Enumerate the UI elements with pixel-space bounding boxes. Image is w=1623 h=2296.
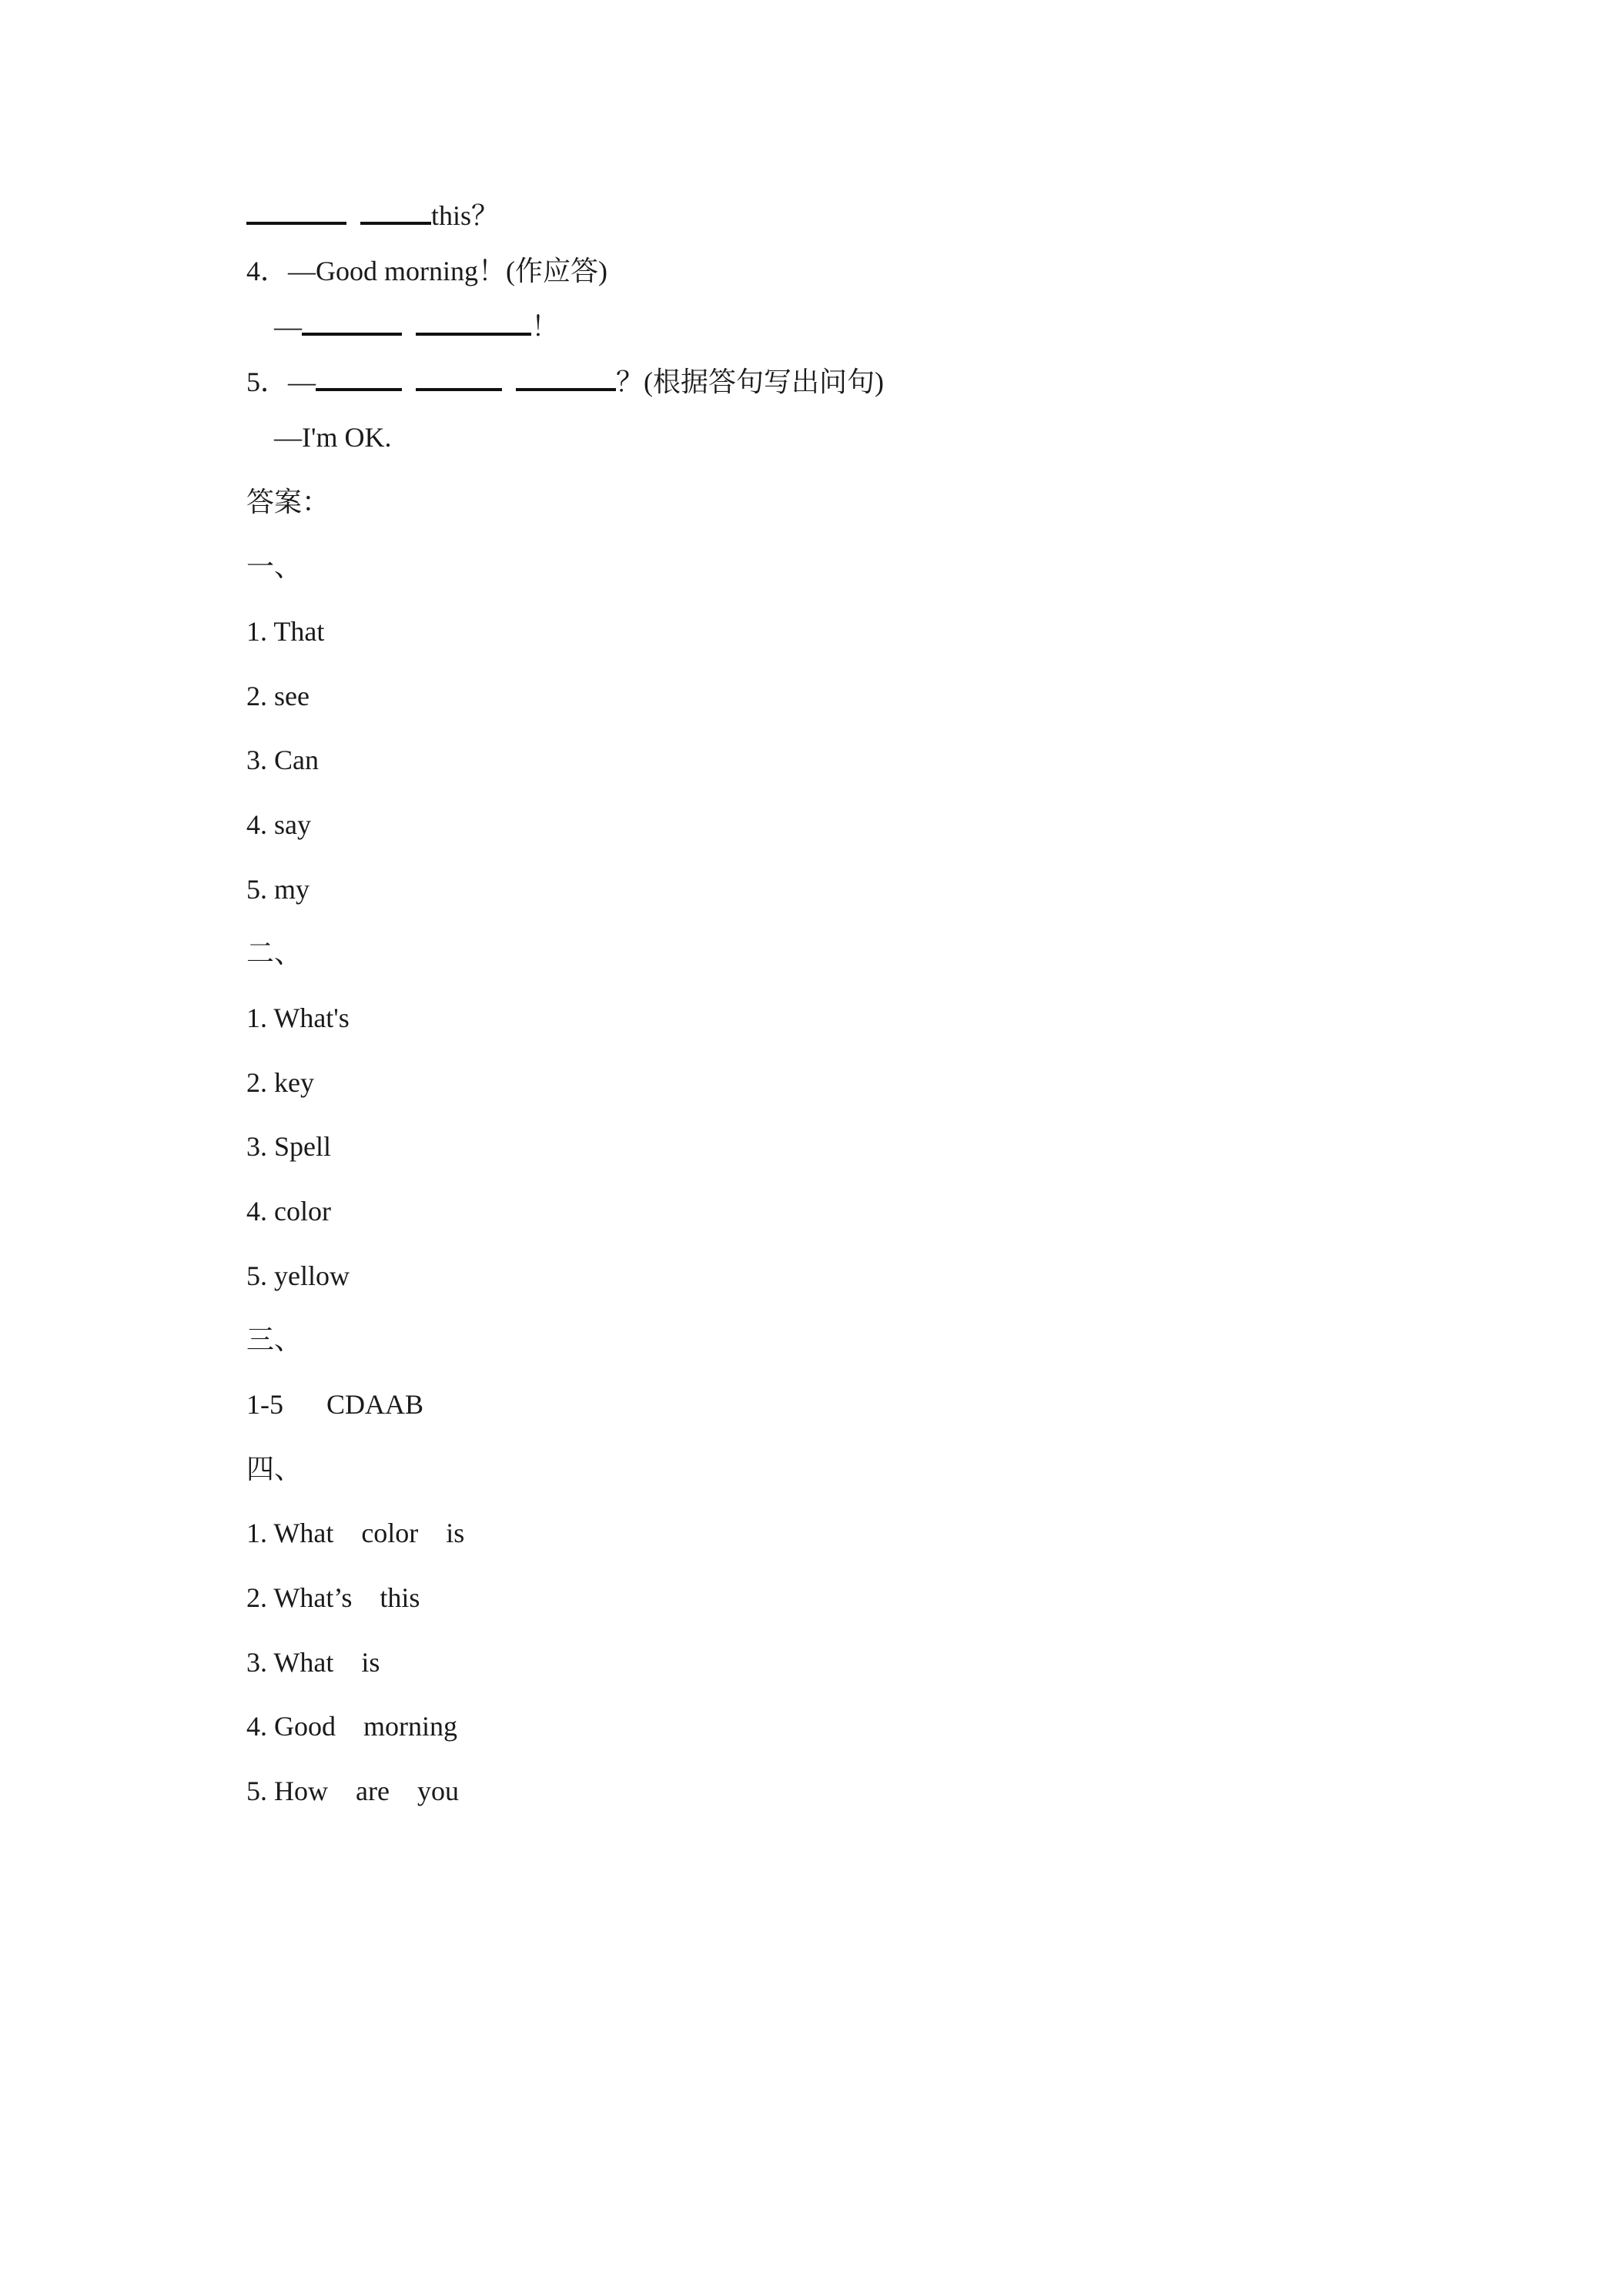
answer-item: 3. Can [246, 745, 319, 775]
answer-item: 4. color [246, 1196, 331, 1227]
answer-blank[interactable] [516, 365, 616, 391]
section-4-heading: 四、 [246, 1454, 303, 1484]
answer-word: you [417, 1776, 459, 1806]
question-5-end: ？(根据答句写出问句) [616, 366, 884, 397]
answer-number: 4. [246, 1711, 267, 1742]
answer-item [246, 1645, 380, 1679]
answer-blank[interactable] [302, 310, 402, 336]
answer-item: 1. That [246, 616, 325, 647]
answer-value: CDAAB [326, 1389, 424, 1420]
answer-item: 2. key [246, 1067, 314, 1098]
answer-blank[interactable] [416, 310, 531, 336]
answer-word: are [356, 1776, 390, 1806]
answer-word: How [274, 1776, 328, 1806]
answer-word: this [380, 1582, 420, 1613]
question-4-end: ！ [531, 311, 560, 342]
answer-blank[interactable] [316, 365, 402, 391]
answer-item [246, 1709, 457, 1743]
answer-word: Good [274, 1711, 336, 1742]
answer-blank[interactable] [360, 199, 431, 225]
answer-word: What’s [273, 1582, 353, 1613]
answer-item [246, 1774, 459, 1808]
question-3-tail: this？ [431, 200, 500, 231]
question-5-answer: —I'm OK. [274, 422, 392, 453]
answer-item: 4. say [246, 809, 311, 840]
section-3-heading: 三、 [246, 1324, 303, 1355]
answer-blank[interactable] [246, 199, 346, 225]
answer-number: 5. [246, 1776, 267, 1806]
answer-word: morning [363, 1711, 457, 1742]
answer-item: 1. What's [246, 1002, 350, 1033]
answer-range: 1-5 [246, 1389, 283, 1420]
answer-number: 3. [246, 1647, 267, 1678]
answer-word: What [273, 1647, 334, 1678]
question-4-response-line [274, 310, 559, 343]
question-5-prompt-line [246, 365, 884, 399]
answer-word: is [361, 1647, 380, 1678]
dash: — [274, 311, 302, 342]
question-3-line [246, 199, 499, 233]
answer-word: What [273, 1518, 334, 1548]
answer-item: 5. yellow [246, 1260, 350, 1291]
answer-number: 2. [246, 1582, 267, 1613]
question-5-label: 5．— [246, 366, 316, 397]
answer-item [246, 1581, 420, 1615]
answer-word: color [361, 1518, 419, 1548]
answer-item: 2. see [246, 681, 310, 711]
answer-item [246, 1387, 423, 1421]
answer-word: is [446, 1518, 465, 1548]
answers-title: 答案： [246, 487, 330, 517]
answer-item [246, 1516, 464, 1550]
section-2-heading: 二、 [246, 938, 303, 969]
answer-item: 5. my [246, 874, 310, 905]
answer-item: 3. Spell [246, 1131, 332, 1162]
section-1-heading: 一、 [246, 551, 303, 582]
answer-number: 1. [246, 1518, 267, 1548]
answer-blank[interactable] [416, 365, 502, 391]
question-4-prompt: 4．—Good morning！(作应答) [246, 256, 607, 286]
